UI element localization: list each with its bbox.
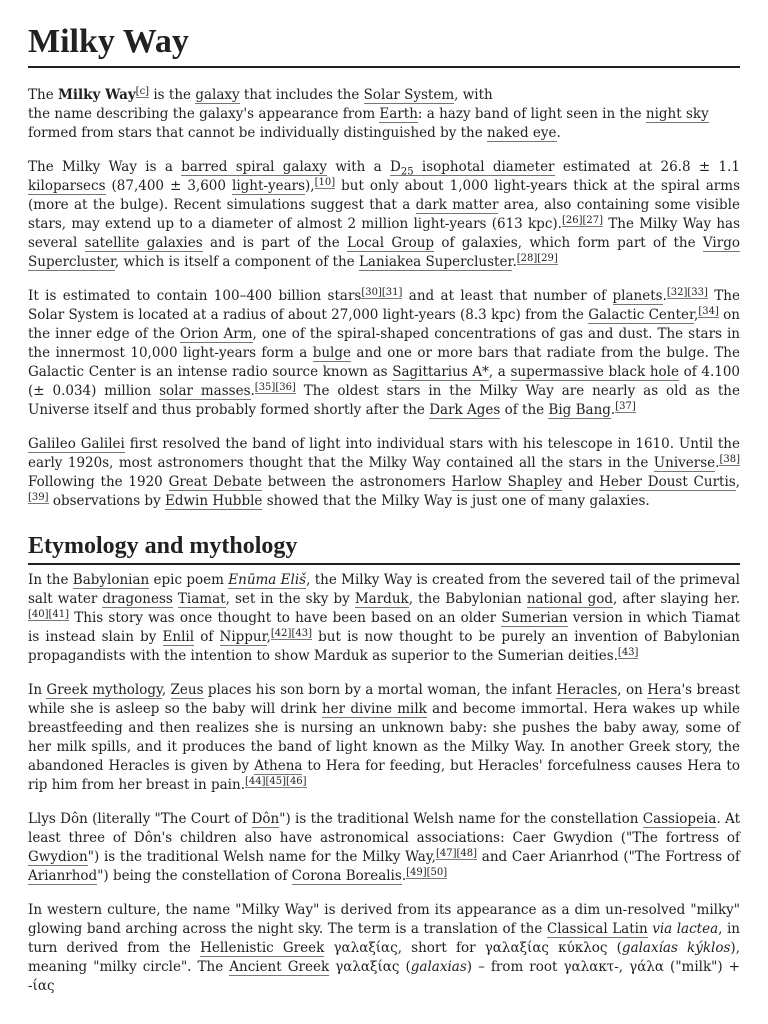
link-galactic-center[interactable]: Galactic Center bbox=[588, 307, 695, 323]
ref-43b[interactable]: [43] bbox=[617, 646, 639, 658]
ref-46[interactable]: [46] bbox=[286, 775, 307, 787]
text: , which is itself a component of the bbox=[114, 254, 359, 270]
link-don[interactable]: Dôn bbox=[251, 811, 280, 827]
text: epic poem bbox=[149, 572, 229, 588]
text: and bbox=[562, 474, 600, 490]
text: of the bbox=[500, 402, 549, 418]
text: first resolved the band of light into individual stars with his telescope in 1610. Until the early 1920s, most astronomers thought that the Milky Way contained all the stars in the bbox=[28, 436, 740, 471]
text: ") being the constellation of bbox=[97, 868, 292, 884]
intro-paragraph bbox=[28, 86, 740, 143]
text: of bbox=[194, 629, 220, 645]
link-national-god[interactable]: national god bbox=[526, 591, 613, 607]
link-supermassive-black-hole[interactable]: supermassive black hole bbox=[510, 364, 679, 380]
link-tiamat[interactable]: Tiamat bbox=[177, 591, 226, 607]
ref-38[interactable]: [38] bbox=[719, 453, 740, 465]
link-greek-mythology[interactable]: Greek mythology bbox=[46, 682, 162, 698]
link-enuma-elis[interactable]: Enūma Eliš bbox=[228, 572, 307, 588]
text: This story was once thought to have been based on an older bbox=[69, 610, 502, 626]
link-bulge[interactable]: bulge bbox=[312, 345, 351, 361]
paragraph-western-culture bbox=[28, 901, 740, 996]
link-light-years[interactable]: light-years bbox=[232, 178, 306, 194]
paragraph-history bbox=[28, 435, 740, 511]
text: In the bbox=[28, 572, 73, 588]
link-dark-matter[interactable]: dark matter bbox=[415, 197, 499, 213]
italic-term: galaxias bbox=[410, 959, 467, 975]
text: In bbox=[28, 682, 47, 698]
link-sagittarius-a[interactable]: Sagittarius A* bbox=[392, 364, 489, 380]
text: (87,400 ± 3,600 bbox=[105, 178, 232, 194]
ref-26[interactable]: [26] bbox=[561, 214, 583, 226]
text: . bbox=[715, 455, 720, 471]
text: . bbox=[610, 402, 616, 418]
link-nippur[interactable]: Nippur bbox=[219, 629, 267, 645]
link-solar-masses[interactable]: solar masses bbox=[159, 383, 251, 399]
bold-term: Milky Way bbox=[57, 87, 136, 103]
text: : a hazy band of light seen in the bbox=[417, 106, 646, 122]
text: ) – from root γαλακτ-, γάλα ("milk") + -ίας bbox=[28, 959, 740, 994]
ref-27[interactable]: [27] bbox=[582, 214, 604, 226]
text: , a bbox=[488, 364, 511, 380]
ref-40[interactable]: [40] bbox=[28, 608, 49, 620]
text: isophotal diameter bbox=[413, 159, 555, 175]
link-hera[interactable]: Hera bbox=[647, 682, 682, 698]
ref-43[interactable]: [43] bbox=[291, 627, 312, 639]
text: , on bbox=[617, 682, 648, 698]
text: and one or more bars that radiate from the bulge. The Galactic Center is an intense radio source known as bbox=[28, 345, 740, 380]
link-edwin-hubble[interactable]: Edwin Hubble bbox=[164, 493, 263, 509]
page-title: Milky Way bbox=[28, 20, 740, 68]
link-heracles[interactable]: Heracles bbox=[556, 682, 618, 698]
text: of galaxies, which form part of the bbox=[434, 235, 703, 251]
ref-42[interactable]: [42] bbox=[270, 627, 292, 639]
link-heber-doust-curtis[interactable]: Heber Doust Curtis bbox=[599, 474, 736, 490]
text: The Milky Way is a bbox=[28, 159, 182, 175]
link-orion-arm[interactable]: Orion Arm bbox=[179, 326, 253, 342]
link-corona-borealis[interactable]: Corona Borealis bbox=[291, 868, 402, 884]
text: ") is the traditional Welsh name for the Milky Way, bbox=[87, 849, 436, 865]
text: area, also containing some visible stars, may extend up to a diameter of almost 2 million light-years (613 kpc). bbox=[28, 197, 740, 232]
link-classical-latin[interactable]: Classical Latin bbox=[546, 921, 648, 937]
text: , with bbox=[454, 87, 493, 103]
text: between the astronomers bbox=[261, 474, 452, 490]
link-naked-eye[interactable]: naked eye bbox=[487, 125, 557, 141]
link-great-debate[interactable]: Great Debate bbox=[168, 474, 262, 490]
text: ), bbox=[305, 178, 315, 194]
text: the name describing the galaxy's appearance from bbox=[28, 106, 380, 122]
ref-29[interactable]: [29] bbox=[537, 252, 558, 264]
text: showed that the Milky Way is just one of many galaxies. bbox=[262, 493, 650, 509]
ref-48[interactable]: [48] bbox=[456, 847, 478, 859]
text: , bbox=[266, 629, 271, 645]
text: and become immortal. Hera wakes up while breastfeeding and then realizes she is nursing an unknown baby: she pushes the baby away, some of her milk spills, and it produces the band of light known as the Milky Way. In another Greek story, the abandoned Heracles is given by bbox=[28, 701, 741, 774]
link-night-sky[interactable]: night sky bbox=[645, 106, 709, 122]
text: version in which Tiamat is instead slain by bbox=[28, 610, 740, 645]
text: ), meaning "milky circle". The bbox=[28, 940, 740, 975]
ref-45[interactable]: [45] bbox=[265, 775, 287, 787]
text: The Milky Way has several bbox=[28, 216, 741, 251]
ref-36[interactable]: [36] bbox=[275, 381, 296, 393]
link-ancient-greek[interactable]: Ancient Greek bbox=[229, 959, 330, 975]
text: , bbox=[735, 474, 740, 490]
text: The Solar System is located at a radius of about 27,000 light-years (8.3 kpc) from the bbox=[28, 288, 740, 323]
link-dragoness[interactable]: dragoness bbox=[102, 591, 173, 607]
text: γαλαξίας, short for γαλαξίας κύκλος ( bbox=[324, 940, 622, 956]
paragraph-stars bbox=[28, 287, 740, 420]
text: In western culture, the name "Milky Way" is derived from its appearance as a dim un-resolved "milky" glowing band arching across the night sky. The term is a translation of the bbox=[28, 902, 740, 937]
text: is the bbox=[149, 87, 196, 103]
ref-49[interactable]: [49] bbox=[406, 866, 427, 878]
text: and Caer Arianrhod ("The Fortress of bbox=[477, 849, 740, 865]
ref-39[interactable]: [39] bbox=[28, 491, 49, 503]
ref-37[interactable]: [37] bbox=[615, 400, 636, 412]
text: The bbox=[28, 87, 58, 103]
link-solar-system[interactable]: Solar System bbox=[363, 87, 455, 103]
link-gwydion[interactable]: Gwydion bbox=[28, 849, 88, 865]
text: Llys Dôn (literally "The Court of bbox=[28, 811, 252, 827]
ref-30[interactable]: [30] bbox=[361, 286, 382, 298]
text: , one of the spiral-shaped concentrations of gas and dust. The stars in the innermost 10,000 light-years form a bbox=[28, 326, 740, 361]
link-laniakea-supercluster[interactable]: Laniakea Supercluster bbox=[358, 254, 513, 270]
text: places his son born by a mortal woman, the infant bbox=[203, 682, 557, 698]
text: . bbox=[401, 868, 407, 884]
text: D bbox=[390, 159, 401, 175]
ref-10[interactable]: [10] bbox=[314, 176, 336, 188]
paragraph-greek-mythology bbox=[28, 681, 740, 795]
link-local-group[interactable]: Local Group bbox=[347, 235, 435, 251]
ref-35[interactable]: [35] bbox=[254, 381, 276, 393]
paragraph-babylonian bbox=[28, 571, 740, 666]
link-her-divine-milk[interactable]: her divine milk bbox=[321, 701, 427, 717]
link-earth[interactable]: Earth bbox=[379, 106, 418, 122]
text: on the inner edge of the bbox=[28, 307, 740, 342]
subscript: 25 bbox=[400, 166, 414, 178]
text: but is now thought to be purely an invention of Babylonian propagandists with the intention to show Marduk as superior to the Sumerian deities. bbox=[28, 629, 740, 664]
link-hellenistic-greek[interactable]: Hellenistic Greek bbox=[200, 940, 325, 956]
italic-term: via lactea bbox=[652, 921, 719, 937]
text: Following the 1920 bbox=[28, 474, 169, 490]
italic-term: galaxías kýklos bbox=[621, 940, 731, 956]
ref-c[interactable]: [c] bbox=[135, 85, 150, 97]
link-universe[interactable]: Universe bbox=[653, 455, 716, 471]
link-harlow-shapley[interactable]: Harlow Shapley bbox=[451, 474, 563, 490]
link-kiloparsecs[interactable]: kiloparsecs bbox=[28, 178, 106, 194]
link-big-bang[interactable]: Big Bang bbox=[548, 402, 611, 418]
link-virgo-supercluster[interactable]: Virgo Supercluster bbox=[28, 235, 740, 270]
ref-47[interactable]: [47] bbox=[435, 847, 457, 859]
paragraph-welsh bbox=[28, 810, 740, 886]
ref-33[interactable]: [33] bbox=[687, 286, 708, 298]
text: and at least that number of bbox=[402, 288, 613, 304]
text: 's breast while she is asleep so the baby will drink bbox=[28, 682, 740, 717]
text: , bbox=[694, 307, 699, 323]
link-galileo-galilei[interactable]: Galileo Galilei bbox=[28, 436, 125, 452]
text: , after slaying her. bbox=[613, 591, 740, 607]
link-planets[interactable]: planets bbox=[612, 288, 663, 304]
text: and is part of the bbox=[202, 235, 347, 251]
link-isophotal-diameter[interactable] bbox=[390, 159, 554, 176]
text: . bbox=[556, 125, 561, 141]
text: , the Milky Way is created from the severed tail of the primeval salt water bbox=[28, 572, 740, 607]
text: . At least three of Dôn's children also have astronomical associations: Caer Gwydion ("The fortress of bbox=[28, 811, 740, 846]
text: , in turn derived from the bbox=[28, 921, 740, 956]
text: . bbox=[250, 383, 255, 399]
link-sumerian[interactable]: Sumerian bbox=[501, 610, 568, 626]
link-arianrhod[interactable]: Arianrhod bbox=[28, 868, 98, 884]
text: estimated at 26.8 ± 1.1 bbox=[554, 159, 740, 175]
text: . bbox=[512, 254, 517, 270]
link-satellite-galaxies[interactable]: satellite galaxies bbox=[84, 235, 203, 251]
section-heading-etymology: Etymology and mythology bbox=[28, 531, 740, 565]
link-athena[interactable]: Athena bbox=[254, 758, 303, 774]
text: formed from stars that cannot be individually distinguished by the bbox=[28, 125, 488, 141]
ref-34[interactable]: [34] bbox=[698, 305, 719, 317]
text: that includes the bbox=[239, 87, 364, 103]
text: to Hera for feeding, but Heracles' forcefulness causes Hera to rip him from her breast in pain. bbox=[28, 758, 740, 793]
text: The oldest stars in the Milky Way are nearly as old as the Universe itself and thus probably formed shortly after the bbox=[28, 383, 740, 418]
link-marduk[interactable]: Marduk bbox=[354, 591, 409, 607]
link-enlil[interactable]: Enlil bbox=[162, 629, 195, 645]
link-barred-spiral-galaxy[interactable]: barred spiral galaxy bbox=[181, 159, 328, 175]
text: ") is the traditional Welsh name for the constellation bbox=[279, 811, 643, 827]
text: , the Babylonian bbox=[408, 591, 527, 607]
text: γαλαξίας ( bbox=[329, 959, 411, 975]
text: . bbox=[662, 288, 667, 304]
link-zeus[interactable]: Zeus bbox=[170, 682, 204, 698]
ref-50[interactable]: [50] bbox=[426, 866, 448, 878]
text: observations by bbox=[48, 493, 165, 509]
text: with a bbox=[327, 159, 391, 175]
text: of 4.100 (± 0.034) million bbox=[28, 364, 741, 399]
paragraph-structure bbox=[28, 158, 740, 272]
text: but only about 1,000 light-years thick at the spiral arms (more at the bulge). Recent simulations suggest that a bbox=[28, 178, 740, 213]
ref-32[interactable]: [32] bbox=[666, 286, 688, 298]
link-dark-ages[interactable]: Dark Ages bbox=[429, 402, 501, 418]
ref-31[interactable]: [31] bbox=[381, 286, 403, 298]
link-babylonian[interactable]: Babylonian bbox=[72, 572, 150, 588]
link-cassiopeia[interactable]: Cassiopeia bbox=[642, 811, 717, 827]
ref-28[interactable]: [28] bbox=[516, 252, 538, 264]
ref-44[interactable]: [44] bbox=[244, 775, 266, 787]
text: , set in the sky by bbox=[225, 591, 355, 607]
text: , bbox=[161, 682, 171, 698]
text: It is estimated to contain 100–400 billion stars bbox=[28, 288, 362, 304]
ref-41[interactable]: [41] bbox=[48, 608, 70, 620]
link-galaxy[interactable]: galaxy bbox=[195, 87, 240, 103]
